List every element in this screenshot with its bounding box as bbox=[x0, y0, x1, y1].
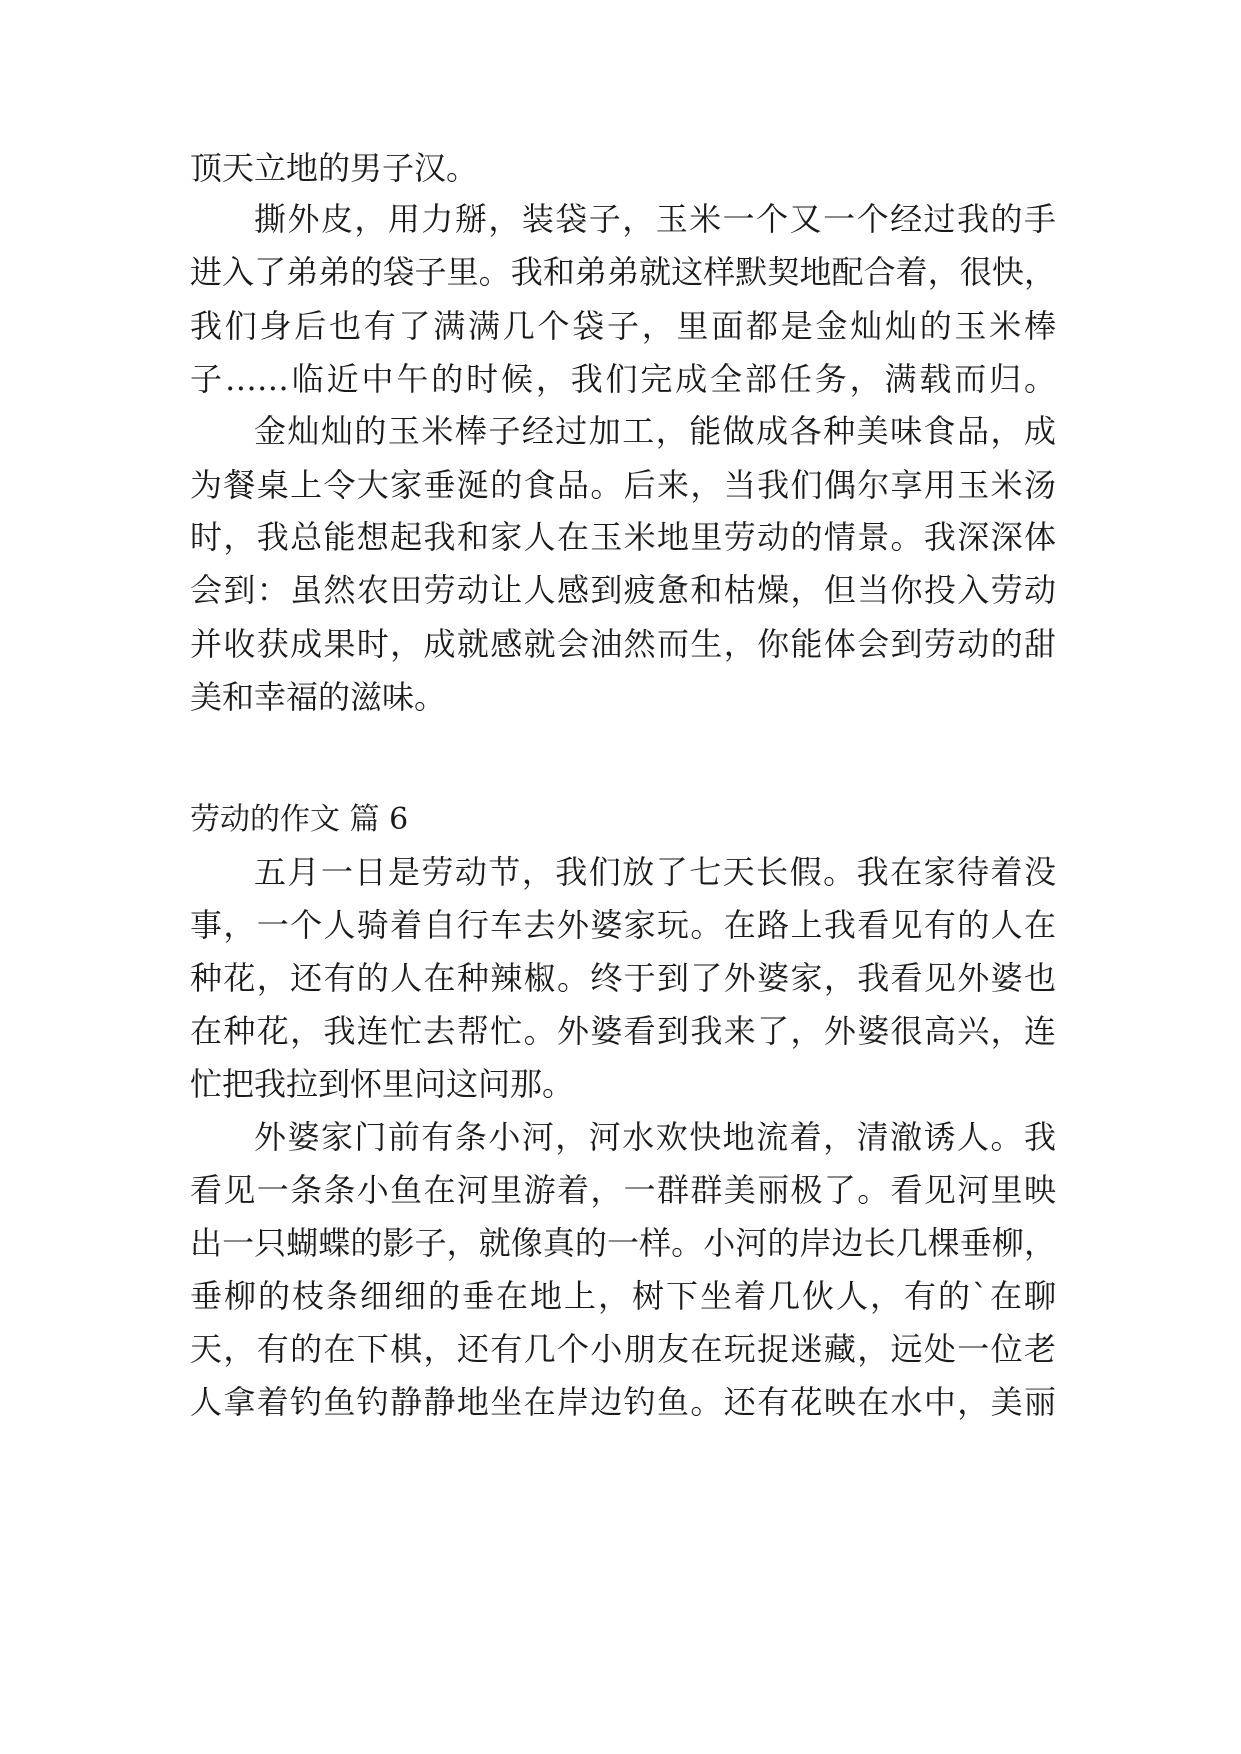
paragraph-2-line-4: 子……临近中午的时候，我们完成全部任务，满载而归。 bbox=[190, 360, 1056, 398]
paragraph-2-line-3: 我们身后也有了满满几个袋子，里面都是金灿灿的玉米棒 bbox=[190, 307, 1056, 345]
section-heading: 劳动的作文 篇 6 bbox=[190, 802, 409, 837]
paragraph-5-line-6: 人拿着钓鱼钓静静地坐在岸边钓鱼。还有花映在水中，美丽 bbox=[190, 1383, 1056, 1421]
paragraph-3-line-2: 为餐桌上令大家垂涎的食品。后来，当我们偶尔享用玉米汤 bbox=[190, 466, 1056, 504]
paragraph-5-line-2: 看见一条条小鱼在河里游着，一群群美丽极了。看见河里映 bbox=[190, 1171, 1056, 1209]
paragraph-5-line-1: 外婆家门前有条小河，河水欢快地流着，清澈诱人。我 bbox=[254, 1118, 1056, 1156]
paragraph-3-line-3: 时，我总能想起我和家人在玉米地里劳动的情景。我深深体 bbox=[190, 518, 1056, 556]
paragraph-2-line-2: 进入了弟弟的袋子里。我和弟弟就这样默契地配合着，很快， bbox=[190, 253, 1056, 291]
paragraph-5-line-3: 出一只蝴蝶的影子，就像真的一样。小河的岸边长几棵垂柳， bbox=[190, 1224, 1056, 1262]
paragraph-3-line-4: 会到：虽然农田劳动让人感到疲惫和枯燥，但当你投入劳动 bbox=[190, 571, 1056, 609]
paragraph-4-line-5: 忙把我拉到怀里问这问那。 bbox=[190, 1065, 575, 1103]
paragraph-1-line-1: 顶天立地的男子汉。 bbox=[190, 149, 479, 187]
paragraph-2-line-1: 撕外皮，用力掰，装袋子，玉米一个又一个经过我的手 bbox=[254, 200, 1056, 238]
paragraph-5-line-4: 垂柳的枝条细细的垂在地上，树下坐着几伙人，有的`在聊 bbox=[190, 1277, 1056, 1315]
paragraph-4-line-1: 五月一日是劳动节，我们放了七天长假。我在家待着没 bbox=[254, 853, 1056, 891]
paragraph-3-line-5: 并收获成果时，成就感就会油然而生，你能体会到劳动的甜 bbox=[190, 625, 1056, 663]
paragraph-4-line-3: 种花，还有的人在种辣椒。终于到了外婆家，我看见外婆也 bbox=[190, 959, 1056, 997]
paragraph-3-line-6: 美和幸福的滋味。 bbox=[190, 678, 447, 716]
paragraph-3-line-1: 金灿灿的玉米棒子经过加工，能做成各种美味食品，成 bbox=[254, 412, 1056, 450]
paragraph-4-line-4: 在种花，我连忙去帮忙。外婆看到我来了，外婆很高兴，连 bbox=[190, 1012, 1056, 1050]
paragraph-5-line-5: 天，有的在下棋，还有几个小朋友在玩捉迷藏，远处一位老 bbox=[190, 1330, 1056, 1368]
paragraph-4-line-2: 事，一个人骑着自行车去外婆家玩。在路上我看见有的人在 bbox=[190, 906, 1056, 944]
